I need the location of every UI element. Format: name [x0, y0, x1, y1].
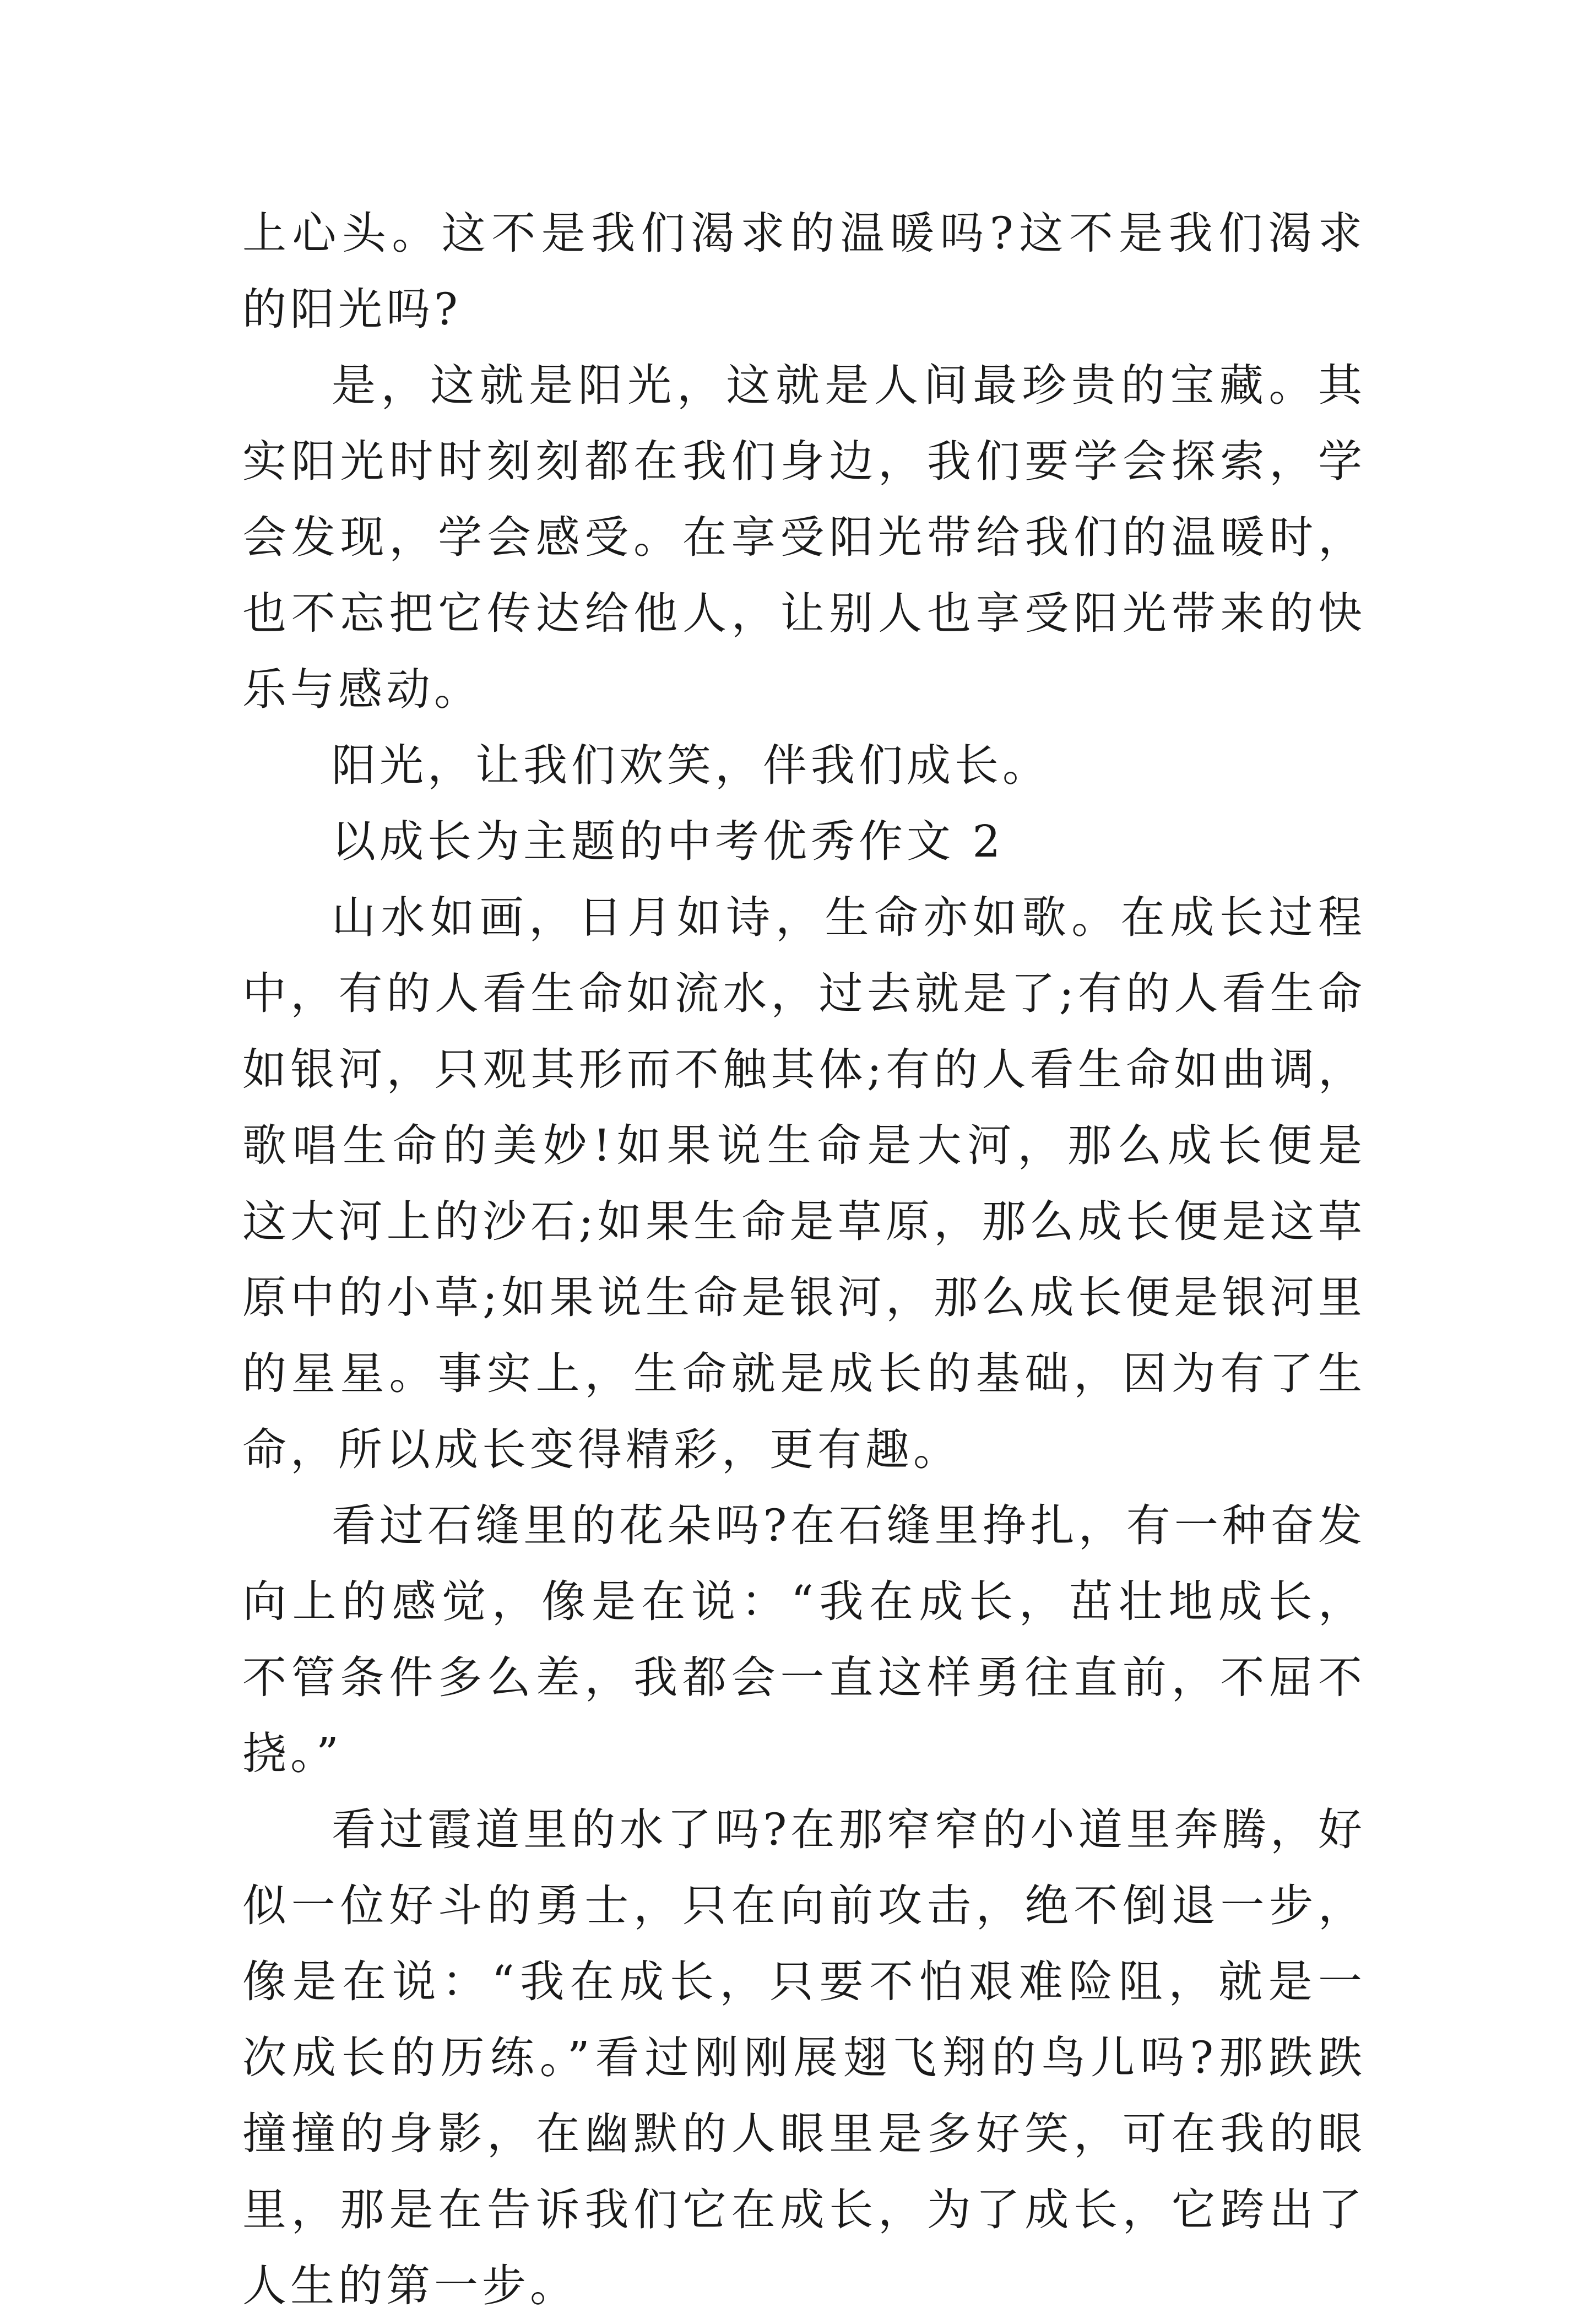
essay-title: 以成长为主题的中考优秀作文 2	[332, 816, 1005, 867]
paragraph-life-as-song: 山水如画，日月如诗，生命亦如歌。在成长过程中，有的人看生命如流水，过去就是了;有的人看生命如银河，只观其形而不触其体;有的人看生命如曲调，歌唱生命的美妙!如果说生命是大河，那么成长便是这大河上的沙石;如果生命是草原，那么成长便是这草原中的小草;如果说生命是银河，那么成长便是银河里的星星。事实上，生命就是成长的基础，因为有了生命，所以成长变得精彩，更有趣。	[242, 892, 1366, 1475]
paragraph-sunshine-closing: 阳光，让我们欢笑，伴我们成长。	[332, 740, 1050, 791]
paragraph-water-and-bird: 看过霞道里的水了吗?在那窄窄的小道里奔腾，好似一位好斗的勇士，只在向前攻击，绝不倒退一步，像是在说：“我在成长，只要不怕艰难险阻，就是一次成长的历练。”看过刚刚展翅飞翔的鸟儿吗?那跌跌撞撞的身影，在幽默的人眼里是多好笑，可在我的眼里，那是在告诉我们它在成长，为了成长，它跨出了人生的第一步。	[242, 1804, 1366, 2311]
paragraph-flower-in-rock: 看过石缝里的花朵吗?在石缝里挣扎，有一种奋发向上的感觉，像是在说：“我在成长，茁壮地成长，不管条件多么差，我都会一直这样勇往直前，不屈不挠。”	[242, 1500, 1366, 1779]
paragraph-continuation: 上心头。这不是我们渴求的温暖吗?这不是我们渴求的阳光吗?	[242, 208, 1366, 335]
paragraph-sunshine-treasure: 是，这就是阳光，这就是人间最珍贵的宝藏。其实阳光时时刻刻都在我们身边，我们要学会探索，学会发现，学会感受。在享受阳光带给我们的温暖时，也不忘把它传达给他人，让别人也享受阳光带来的快乐与感动。	[242, 360, 1366, 715]
document-body	[242, 196, 1366, 2324]
